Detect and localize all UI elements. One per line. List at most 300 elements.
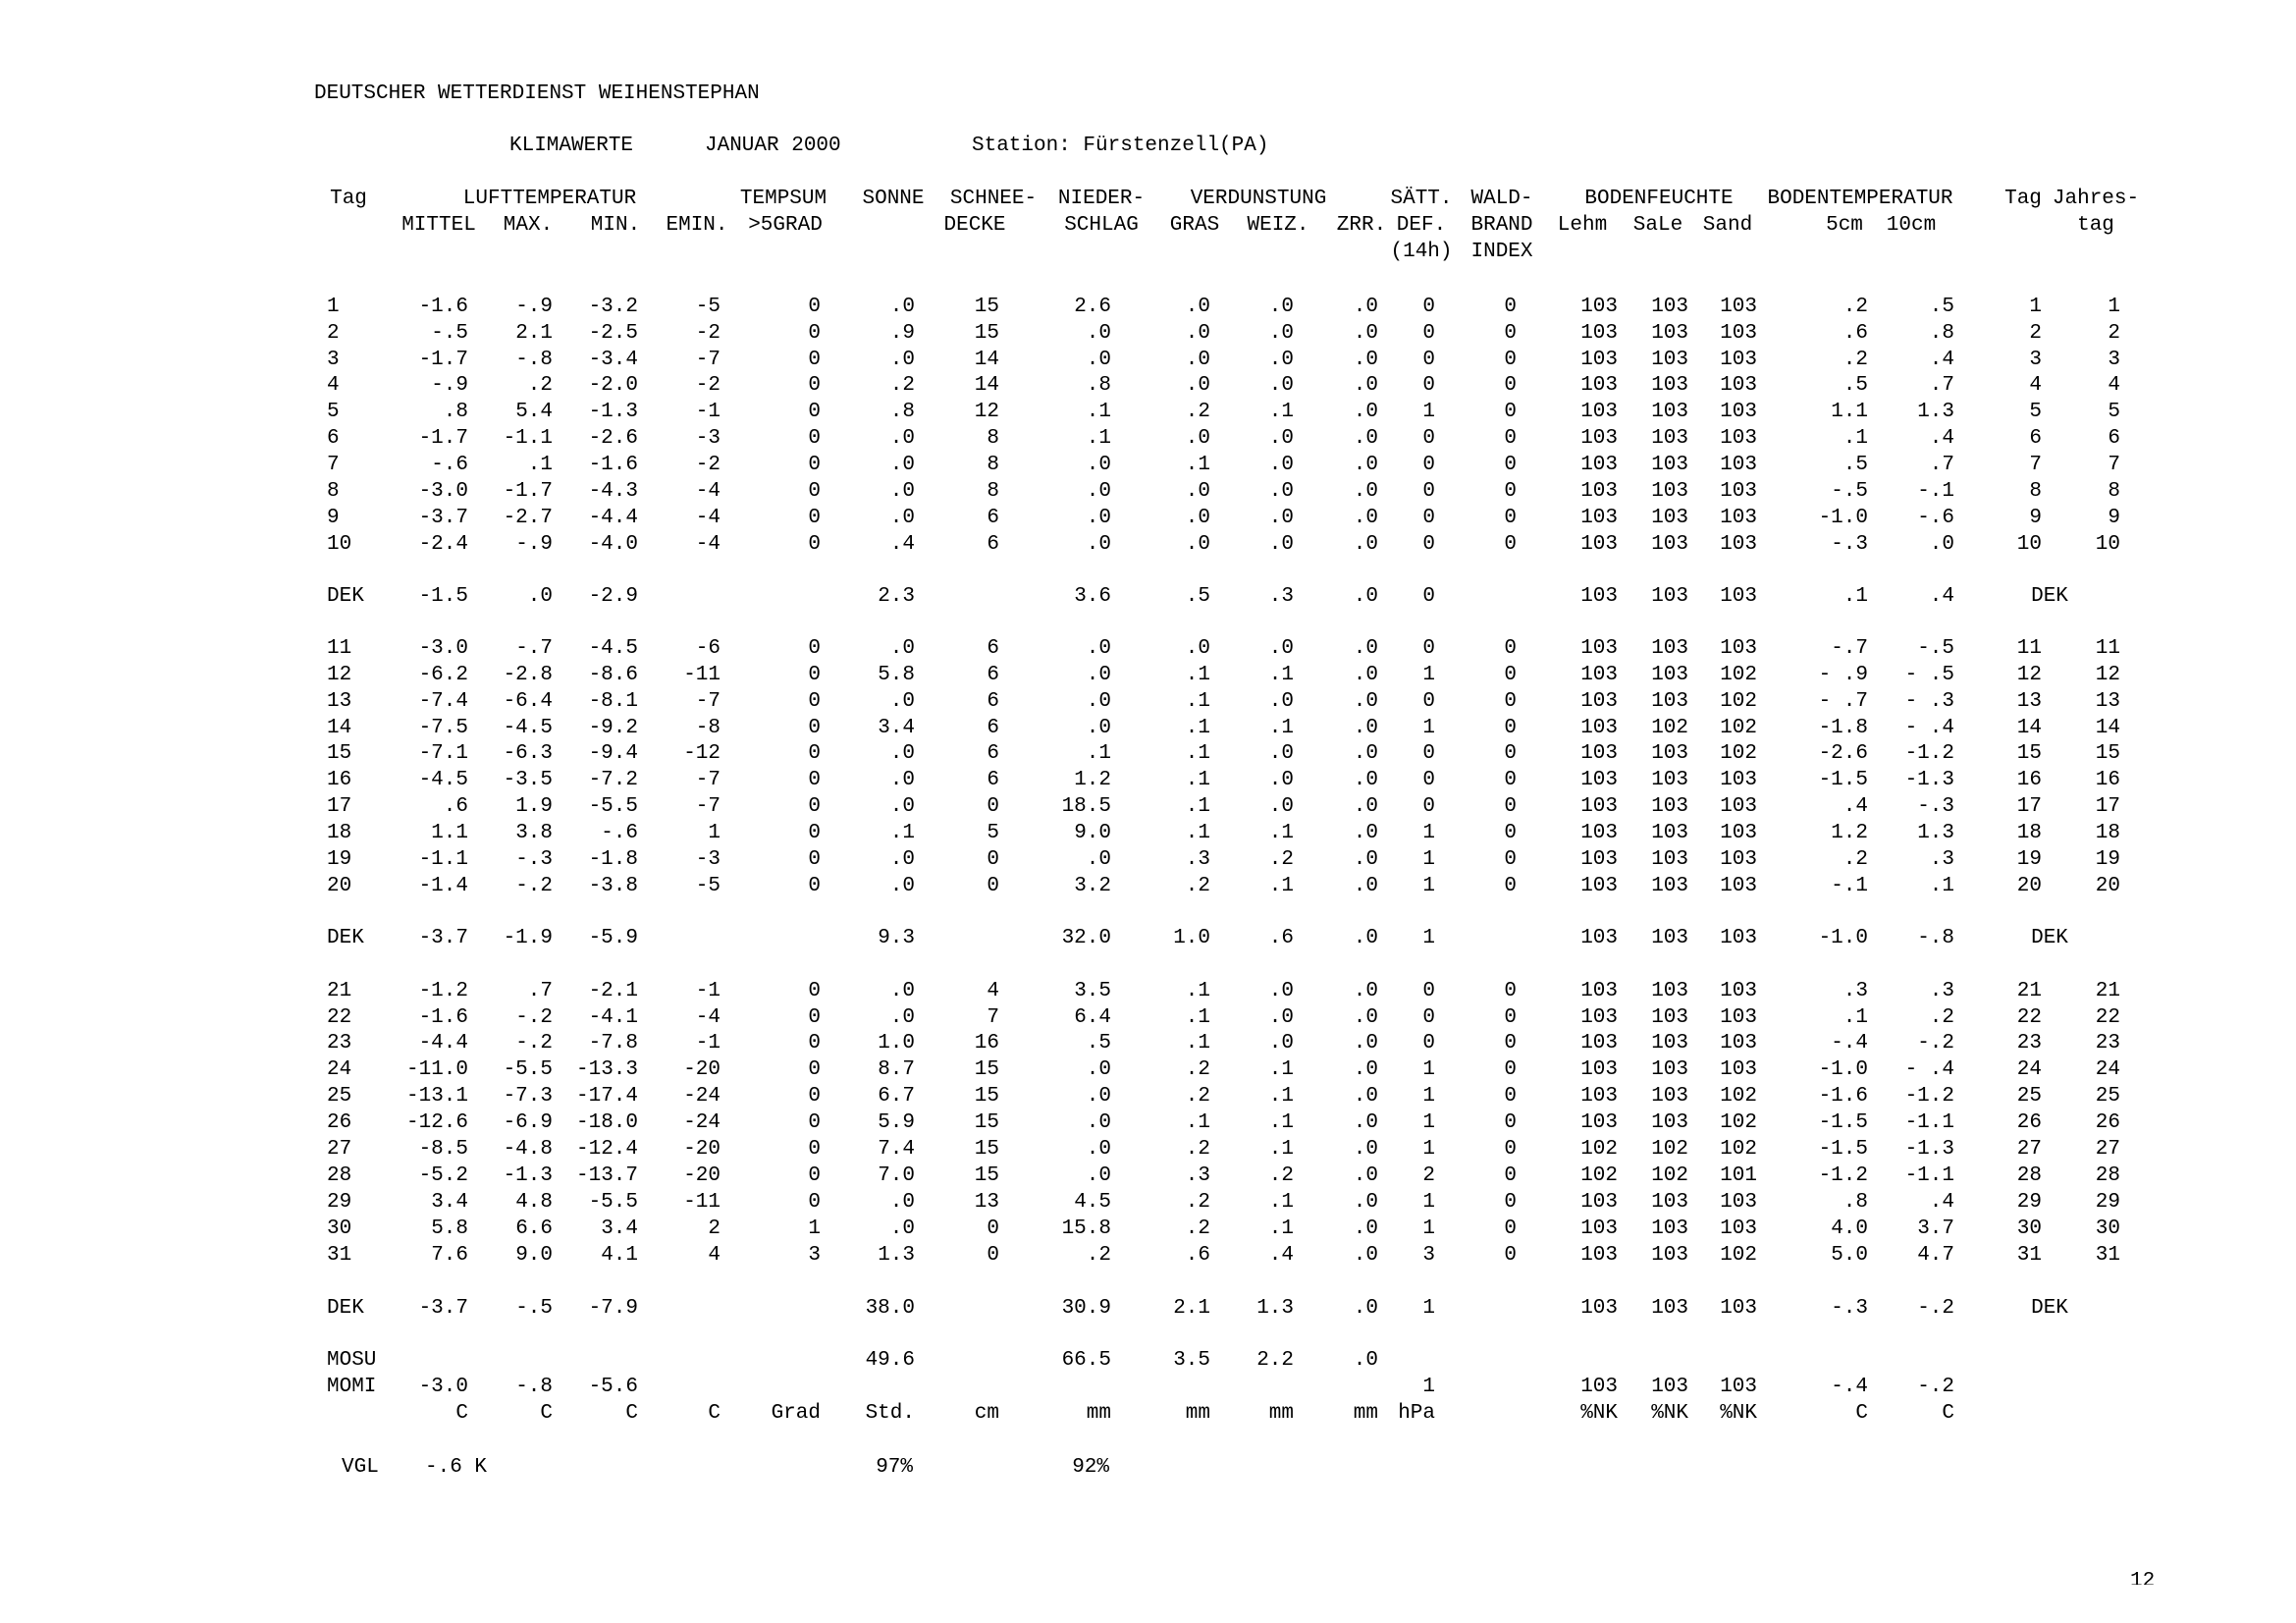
cell-evap-zrr: .0 xyxy=(1353,427,1378,450)
cell-soil-moisture-lehm: 103 xyxy=(1580,980,1618,1002)
cell-soil-moisture-sand: 103 xyxy=(1720,480,1757,503)
cell-day-right: DEK xyxy=(2031,1297,2068,1320)
cell-temp-emin: -7 xyxy=(695,769,721,791)
cell-soil-moisture-sale: 103 xyxy=(1651,664,1688,686)
cell-year-day: 13 xyxy=(2095,690,2120,713)
cell-soil-moisture-sale: 103 xyxy=(1651,1006,1688,1029)
cell-snow-depth: 6 xyxy=(987,507,999,529)
cell-temp-emin: -1 xyxy=(695,980,721,1002)
cell-precipitation: .0 xyxy=(1086,533,1111,556)
cell-soil-moisture-sale: 103 xyxy=(1651,1191,1688,1214)
cell-temp-max: .2 xyxy=(527,374,553,397)
cell-temp-max: -.2 xyxy=(515,1006,553,1029)
cell-temp-max: -.7 xyxy=(515,637,553,660)
header-sand: Sand xyxy=(1702,214,1753,237)
cell-temp-min: -3.4 xyxy=(588,349,638,371)
cell-evap-wheat: .0 xyxy=(1268,322,1294,345)
cell-soil-moisture-sand: 102 xyxy=(1720,1111,1757,1134)
cell-evap-grass: .0 xyxy=(1185,480,1210,503)
cell-evap-wheat: .1 xyxy=(1268,1138,1294,1161)
header-tag-right: Tag xyxy=(2004,188,2042,210)
cell-soil-moisture-sale: 103 xyxy=(1651,769,1688,791)
cell-soil-moisture-sale: 103 xyxy=(1651,822,1688,844)
cell-temp-min: -5.5 xyxy=(588,795,638,818)
cell-forest-fire-index: 0 xyxy=(1504,637,1517,660)
cell-soil-moisture-lehm: 103 xyxy=(1580,1032,1618,1055)
cell-temp-min: C xyxy=(625,1402,638,1425)
cell-soil-moisture-sale: 103 xyxy=(1651,795,1688,818)
cell-evap-zrr: .0 xyxy=(1353,664,1378,686)
cell-temp-min: -7.2 xyxy=(588,769,638,791)
cell-evap-grass: .2 xyxy=(1185,1138,1210,1161)
cell-tempsum: 0 xyxy=(808,717,821,739)
cell-day: 18 xyxy=(327,822,352,844)
header-sonne: SONNE xyxy=(862,188,925,210)
cell-soil-temp-5cm: -1.0 xyxy=(1818,507,1868,529)
header-min: MIN. xyxy=(590,214,641,237)
cell-sunshine: 1.3 xyxy=(878,1244,915,1267)
cell-soil-temp-10cm: 1.3 xyxy=(1917,401,1954,423)
cell-evap-grass: .0 xyxy=(1185,507,1210,529)
cell-temp-max: -1.9 xyxy=(503,927,553,949)
cell-tempsum: 0 xyxy=(808,769,821,791)
cell-soil-moisture-lehm: 103 xyxy=(1580,1376,1618,1398)
cell-evap-grass: .0 xyxy=(1185,637,1210,660)
cell-snow-depth: 5 xyxy=(987,822,999,844)
cell-day-right: 31 xyxy=(2016,1244,2042,1267)
cell-temp-mean: -1.6 xyxy=(418,1006,468,1029)
cell-precipitation: 4.5 xyxy=(1074,1191,1111,1214)
cell-precipitation: 15.8 xyxy=(1061,1217,1111,1240)
cell-temp-min: -12.4 xyxy=(575,1138,638,1161)
cell-soil-temp-5cm: -1.6 xyxy=(1818,1085,1868,1108)
cell-snow-depth: 15 xyxy=(974,1164,999,1187)
cell-soil-moisture-lehm: 103 xyxy=(1580,822,1618,844)
cell-sunshine: 38.0 xyxy=(865,1297,915,1320)
cell-soil-temp-10cm: -.8 xyxy=(1917,927,1954,949)
cell-day-right: 7 xyxy=(2029,454,2042,476)
cell-evap-zrr: .0 xyxy=(1353,374,1378,397)
cell-temp-mean: -5.2 xyxy=(418,1164,468,1187)
cell-evap-wheat: 2.2 xyxy=(1256,1349,1294,1372)
cell-temp-mean: -3.0 xyxy=(418,637,468,660)
cell-soil-moisture-lehm: 103 xyxy=(1580,637,1618,660)
cell-evap-zrr: .0 xyxy=(1353,1006,1378,1029)
cell-soil-temp-5cm: .1 xyxy=(1842,1006,1868,1029)
cell-sunshine: .0 xyxy=(889,848,915,871)
cell-day-right: 26 xyxy=(2016,1111,2042,1134)
cell-temp-max: -.2 xyxy=(515,875,553,897)
cell-temp-max: .1 xyxy=(527,454,553,476)
cell-soil-temp-10cm: -.1 xyxy=(1917,480,1954,503)
page-number: 12 xyxy=(2130,1571,2156,1585)
cell-soil-moisture-lehm: 103 xyxy=(1580,927,1618,949)
cell-soil-moisture-lehm: 103 xyxy=(1580,717,1618,739)
cell-sunshine: Std. xyxy=(865,1402,915,1425)
cell-evap-zrr: .0 xyxy=(1353,1058,1378,1081)
cell-tempsum: 0 xyxy=(808,322,821,345)
cell-soil-temp-10cm: -1.1 xyxy=(1904,1164,1954,1187)
cell-temp-min: -5.6 xyxy=(588,1376,638,1398)
cell-temp-max: C xyxy=(540,1402,553,1425)
cell-soil-temp-10cm: - .4 xyxy=(1904,1058,1954,1081)
cell-saturation-deficit: 1 xyxy=(1422,927,1435,949)
cell-precipitation: .0 xyxy=(1086,664,1111,686)
cell-sunshine: .0 xyxy=(889,795,915,818)
cell-year-day: 25 xyxy=(2095,1085,2120,1108)
cell-temp-min: -7.8 xyxy=(588,1032,638,1055)
cell-temp-emin: -2 xyxy=(695,322,721,345)
cell-tempsum: 0 xyxy=(808,664,821,686)
cell-temp-max: 2.1 xyxy=(515,322,553,345)
cell-temp-mean: -.9 xyxy=(431,374,468,397)
cell-snow-depth: 15 xyxy=(974,296,999,318)
cell-year-day: 17 xyxy=(2095,795,2120,818)
cell-soil-temp-5cm: 5.0 xyxy=(1831,1244,1868,1267)
cell-soil-moisture-sale: 103 xyxy=(1651,1297,1688,1320)
cell-temp-emin: -20 xyxy=(683,1164,721,1187)
cell-temp-mean: -3.0 xyxy=(418,1376,468,1398)
header-saettigungsdefizit: SÄTT. xyxy=(1390,188,1453,210)
cell-precipitation: .0 xyxy=(1086,322,1111,345)
header-jahrestag: Jahres- xyxy=(2052,188,2140,210)
cell-saturation-deficit: hPa xyxy=(1398,1402,1435,1425)
cell-forest-fire-index: 0 xyxy=(1504,1217,1517,1240)
cell-soil-temp-10cm: -1.3 xyxy=(1904,1138,1954,1161)
cell-evap-zrr: .0 xyxy=(1353,875,1378,897)
cell-saturation-deficit: 0 xyxy=(1422,795,1435,818)
cell-forest-fire-index: 0 xyxy=(1504,401,1517,423)
cell-day-right: DEK xyxy=(2031,927,2068,949)
cell-saturation-deficit: 0 xyxy=(1422,427,1435,450)
cell-forest-fire-index: 0 xyxy=(1504,1032,1517,1055)
cell-soil-moisture-lehm: 103 xyxy=(1580,1297,1618,1320)
cell-evap-zrr: .0 xyxy=(1353,717,1378,739)
cell-evap-zrr: .0 xyxy=(1353,1297,1378,1320)
cell-evap-zrr: .0 xyxy=(1353,1085,1378,1108)
cell-tempsum: 0 xyxy=(808,1138,821,1161)
cell-day: MOSU xyxy=(327,1349,377,1372)
header-zrr: ZRR. xyxy=(1336,214,1387,237)
cell-day: 28 xyxy=(327,1164,352,1187)
cell-sunshine: .0 xyxy=(889,742,915,765)
cell-evap-grass: .2 xyxy=(1185,1217,1210,1240)
cell-evap-wheat: .0 xyxy=(1268,1032,1294,1055)
cell-evap-grass: 1.0 xyxy=(1173,927,1210,949)
cell-temp-emin: -6 xyxy=(695,637,721,660)
cell-temp-min: -2.0 xyxy=(588,374,638,397)
cell-year-day: 29 xyxy=(2095,1191,2120,1214)
cell-day: 27 xyxy=(327,1138,352,1161)
cell-day: 15 xyxy=(327,742,352,765)
comparison-temperature: -.6 K xyxy=(425,1456,488,1479)
cell-temp-emin: 4 xyxy=(708,1244,721,1267)
cell-temp-max: -2.7 xyxy=(503,507,553,529)
cell-evap-wheat: .0 xyxy=(1268,454,1294,476)
cell-year-day: 7 xyxy=(2108,454,2120,476)
cell-soil-moisture-sale: 103 xyxy=(1651,848,1688,871)
cell-day: 25 xyxy=(327,1085,352,1108)
cell-soil-moisture-sale: 103 xyxy=(1651,585,1688,608)
cell-saturation-deficit: 0 xyxy=(1422,1006,1435,1029)
header-mittel: MITTEL xyxy=(401,214,476,237)
cell-soil-temp-10cm: .7 xyxy=(1929,374,1954,397)
cell-evap-zrr: .0 xyxy=(1353,349,1378,371)
cell-evap-grass: .1 xyxy=(1185,980,1210,1002)
cell-soil-temp-10cm: .7 xyxy=(1929,454,1954,476)
cell-soil-temp-5cm: -1.5 xyxy=(1818,1138,1868,1161)
cell-evap-zrr: .0 xyxy=(1353,1191,1378,1214)
cell-soil-temp-5cm: .5 xyxy=(1842,454,1868,476)
cell-soil-moisture-sale: 103 xyxy=(1651,401,1688,423)
cell-soil-moisture-sand: 103 xyxy=(1720,875,1757,897)
cell-soil-moisture-sand: 103 xyxy=(1720,1217,1757,1240)
cell-saturation-deficit: 0 xyxy=(1422,769,1435,791)
cell-precipitation: .0 xyxy=(1086,1138,1111,1161)
cell-evap-grass: .6 xyxy=(1185,1244,1210,1267)
cell-soil-temp-10cm: .0 xyxy=(1929,533,1954,556)
cell-evap-grass: .5 xyxy=(1185,585,1210,608)
cell-evap-grass: .1 xyxy=(1185,1111,1210,1134)
cell-forest-fire-index: 0 xyxy=(1504,296,1517,318)
cell-forest-fire-index: 0 xyxy=(1504,1111,1517,1134)
cell-temp-mean: .8 xyxy=(443,401,468,423)
cell-sunshine: 2.3 xyxy=(878,585,915,608)
cell-saturation-deficit: 1 xyxy=(1422,1376,1435,1398)
cell-temp-min: -3.2 xyxy=(588,296,638,318)
cell-year-day: 2 xyxy=(2108,322,2120,345)
cell-temp-min: -7.9 xyxy=(588,1297,638,1320)
header-10cm: 10cm xyxy=(1886,214,1937,237)
cell-evap-grass: 2.1 xyxy=(1173,1297,1210,1320)
header-verdunstung: VERDUNSTUNG xyxy=(1190,188,1327,210)
cell-evap-wheat: .6 xyxy=(1268,927,1294,949)
cell-tempsum: 0 xyxy=(808,401,821,423)
cell-soil-temp-10cm: -.2 xyxy=(1917,1032,1954,1055)
cell-evap-wheat: .1 xyxy=(1268,1085,1294,1108)
cell-evap-zrr: .0 xyxy=(1353,637,1378,660)
cell-soil-moisture-sale: 103 xyxy=(1651,1217,1688,1240)
cell-year-day: 6 xyxy=(2108,427,2120,450)
cell-year-day: 18 xyxy=(2095,822,2120,844)
cell-forest-fire-index: 0 xyxy=(1504,480,1517,503)
cell-soil-temp-5cm: - .7 xyxy=(1818,690,1868,713)
cell-evap-grass: .1 xyxy=(1185,769,1210,791)
cell-temp-mean: -3.7 xyxy=(418,1297,468,1320)
cell-saturation-deficit: 1 xyxy=(1422,822,1435,844)
cell-forest-fire-index: 0 xyxy=(1504,1085,1517,1108)
cell-snow-depth: 7 xyxy=(987,1006,999,1029)
cell-soil-moisture-sale: 103 xyxy=(1651,1376,1688,1398)
cell-tempsum: 0 xyxy=(808,533,821,556)
cell-temp-min: -4.5 xyxy=(588,637,638,660)
cell-soil-moisture-sand: 103 xyxy=(1720,822,1757,844)
cell-snow-depth: 13 xyxy=(974,1191,999,1214)
cell-saturation-deficit: 0 xyxy=(1422,349,1435,371)
cell-evap-zrr: .0 xyxy=(1353,480,1378,503)
cell-soil-temp-5cm: 1.1 xyxy=(1831,401,1868,423)
cell-sunshine: .0 xyxy=(889,875,915,897)
cell-sunshine: .0 xyxy=(889,507,915,529)
cell-soil-temp-10cm: .3 xyxy=(1929,848,1954,871)
cell-year-day: 14 xyxy=(2095,717,2120,739)
cell-evap-zrr: .0 xyxy=(1353,848,1378,871)
cell-temp-mean: -1.5 xyxy=(418,585,468,608)
cell-day: 1 xyxy=(327,296,340,318)
header-bodenfeuchte: BODENFEUCHTE xyxy=(1584,188,1734,210)
cell-day-right: 25 xyxy=(2016,1085,2042,1108)
cell-temp-mean: -4.5 xyxy=(418,769,468,791)
cell-temp-mean: -1.6 xyxy=(418,296,468,318)
cell-evap-grass: .0 xyxy=(1185,296,1210,318)
cell-soil-temp-5cm: 1.2 xyxy=(1831,822,1868,844)
cell-temp-mean: C xyxy=(455,1402,468,1425)
cell-day: 26 xyxy=(327,1111,352,1134)
cell-day: 14 xyxy=(327,717,352,739)
cell-soil-moisture-sale: 103 xyxy=(1651,742,1688,765)
cell-soil-temp-5cm: .2 xyxy=(1842,848,1868,871)
cell-temp-emin: -12 xyxy=(683,742,721,765)
cell-tempsum: 0 xyxy=(808,848,821,871)
cell-soil-moisture-lehm: 103 xyxy=(1580,349,1618,371)
cell-evap-zrr: .0 xyxy=(1353,1164,1378,1187)
cell-evap-wheat: .4 xyxy=(1268,1244,1294,1267)
cell-snow-depth: 8 xyxy=(987,480,999,503)
cell-sunshine: .2 xyxy=(889,374,915,397)
cell-temp-min: -4.1 xyxy=(588,1006,638,1029)
cell-saturation-deficit: 0 xyxy=(1422,742,1435,765)
cell-temp-emin: -11 xyxy=(683,664,721,686)
cell-sunshine: 3.4 xyxy=(878,717,915,739)
cell-saturation-deficit: 1 xyxy=(1422,401,1435,423)
cell-day: 20 xyxy=(327,875,352,897)
cell-evap-grass: .1 xyxy=(1185,742,1210,765)
cell-evap-grass: .0 xyxy=(1185,427,1210,450)
cell-soil-moisture-sand: 103 xyxy=(1720,507,1757,529)
cell-temp-min: -1.8 xyxy=(588,848,638,871)
cell-temp-max: -6.9 xyxy=(503,1111,553,1134)
cell-day: 10 xyxy=(327,533,352,556)
cell-forest-fire-index: 0 xyxy=(1504,822,1517,844)
cell-day: 5 xyxy=(327,401,340,423)
cell-temp-mean: -1.1 xyxy=(418,848,468,871)
cell-soil-temp-10cm: 1.3 xyxy=(1917,822,1954,844)
cell-soil-temp-10cm: C xyxy=(1942,1402,1954,1425)
cell-snow-depth: 15 xyxy=(974,1111,999,1134)
cell-soil-moisture-sand: 103 xyxy=(1720,1058,1757,1081)
cell-sunshine: .0 xyxy=(889,349,915,371)
report-period: JANUAR 2000 xyxy=(705,135,841,157)
cell-soil-temp-5cm: -.7 xyxy=(1831,637,1868,660)
cell-precipitation: 1.2 xyxy=(1074,769,1111,791)
cell-day-right: 12 xyxy=(2016,664,2042,686)
cell-day-right: 19 xyxy=(2016,848,2042,871)
cell-soil-moisture-sand: 103 xyxy=(1720,980,1757,1002)
cell-sunshine: 49.6 xyxy=(865,1349,915,1372)
cell-saturation-deficit: 1 xyxy=(1422,1058,1435,1081)
cell-temp-max: -2.8 xyxy=(503,664,553,686)
cell-evap-zrr: .0 xyxy=(1353,296,1378,318)
cell-snow-depth: 15 xyxy=(974,1058,999,1081)
cell-evap-zrr: .0 xyxy=(1353,742,1378,765)
cell-soil-moisture-sale: 103 xyxy=(1651,427,1688,450)
cell-forest-fire-index: 0 xyxy=(1504,717,1517,739)
cell-soil-temp-10cm: .8 xyxy=(1929,322,1954,345)
cell-soil-moisture-sale: 103 xyxy=(1651,1085,1688,1108)
cell-temp-max: -3.5 xyxy=(503,769,553,791)
cell-soil-temp-5cm: .2 xyxy=(1842,349,1868,371)
cell-year-day: 9 xyxy=(2108,507,2120,529)
cell-soil-moisture-sand: 103 xyxy=(1720,1006,1757,1029)
cell-evap-wheat: .0 xyxy=(1268,296,1294,318)
cell-soil-moisture-sale: 103 xyxy=(1651,374,1688,397)
cell-soil-moisture-lehm: 103 xyxy=(1580,454,1618,476)
cell-temp-emin: 1 xyxy=(708,822,721,844)
cell-temp-max: -7.3 xyxy=(503,1085,553,1108)
header-waldbrand: WALD- xyxy=(1470,188,1533,210)
cell-snow-depth: 0 xyxy=(987,795,999,818)
cell-evap-grass: .2 xyxy=(1185,1191,1210,1214)
cell-saturation-deficit: 0 xyxy=(1422,507,1435,529)
cell-saturation-deficit: 1 xyxy=(1422,1111,1435,1134)
cell-day-right: 24 xyxy=(2016,1058,2042,1081)
cell-evap-wheat: .0 xyxy=(1268,769,1294,791)
cell-temp-mean: -7.5 xyxy=(418,717,468,739)
cell-temp-mean: -7.4 xyxy=(418,690,468,713)
cell-temp-emin: -1 xyxy=(695,1032,721,1055)
cell-soil-moisture-lehm: 103 xyxy=(1580,795,1618,818)
cell-tempsum: 0 xyxy=(808,427,821,450)
header-weiz: WEIZ. xyxy=(1247,214,1309,237)
cell-soil-temp-5cm: -1.2 xyxy=(1818,1164,1868,1187)
cell-soil-moisture-lehm: 102 xyxy=(1580,1164,1618,1187)
cell-tempsum: 0 xyxy=(808,795,821,818)
cell-soil-moisture-lehm: 103 xyxy=(1580,585,1618,608)
cell-soil-moisture-sale: 103 xyxy=(1651,533,1688,556)
cell-precipitation: 6.4 xyxy=(1074,1006,1111,1029)
cell-evap-wheat: .1 xyxy=(1268,401,1294,423)
cell-soil-moisture-sand: 102 xyxy=(1720,717,1757,739)
cell-day-right: 18 xyxy=(2016,822,2042,844)
cell-day-right: 28 xyxy=(2016,1164,2042,1187)
cell-sunshine: .0 xyxy=(889,1191,915,1214)
cell-temp-mean: -11.0 xyxy=(405,1058,468,1081)
comparison-label: VGL xyxy=(342,1456,379,1479)
cell-forest-fire-index: 0 xyxy=(1504,349,1517,371)
cell-temp-max: -5.5 xyxy=(503,1058,553,1081)
comparison-sunshine: 97% xyxy=(876,1456,913,1479)
cell-precipitation: 2.6 xyxy=(1074,296,1111,318)
cell-soil-moisture-sale: 103 xyxy=(1651,1058,1688,1081)
cell-soil-temp-5cm: -.1 xyxy=(1831,875,1868,897)
cell-temp-mean: 5.8 xyxy=(431,1217,468,1240)
cell-soil-moisture-lehm: 103 xyxy=(1580,480,1618,503)
cell-year-day: 12 xyxy=(2095,664,2120,686)
cell-year-day: 19 xyxy=(2095,848,2120,871)
cell-saturation-deficit: 0 xyxy=(1422,322,1435,345)
cell-soil-moisture-sand: 103 xyxy=(1720,427,1757,450)
cell-soil-temp-10cm: .5 xyxy=(1929,296,1954,318)
cell-soil-moisture-lehm: 103 xyxy=(1580,507,1618,529)
cell-temp-emin: -7 xyxy=(695,795,721,818)
cell-evap-grass: .1 xyxy=(1185,1032,1210,1055)
cell-soil-moisture-lehm: 103 xyxy=(1580,374,1618,397)
cell-evap-grass: .2 xyxy=(1185,1058,1210,1081)
cell-soil-temp-10cm: - .4 xyxy=(1904,717,1954,739)
cell-day-right: 23 xyxy=(2016,1032,2042,1055)
cell-precipitation: 3.5 xyxy=(1074,980,1111,1002)
cell-snow-depth: 14 xyxy=(974,349,999,371)
